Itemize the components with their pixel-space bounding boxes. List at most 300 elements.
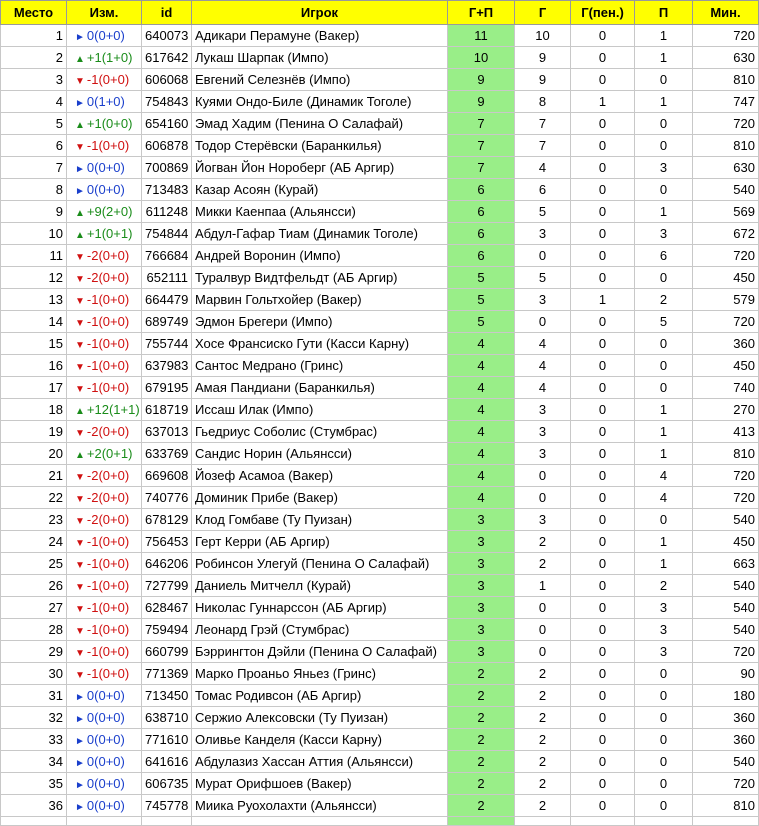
- goals-plus-assists-cell[interactable]: 9: [448, 91, 515, 113]
- place-cell[interactable]: 35: [1, 773, 67, 795]
- penalty-goals-cell[interactable]: 0: [571, 443, 635, 465]
- player-cell[interactable]: Мурат Орифшоев (Вакер): [192, 773, 448, 795]
- goals-plus-assists-cell[interactable]: 7: [448, 113, 515, 135]
- table-row[interactable]: [1, 531, 759, 553]
- assists-cell[interactable]: 3: [635, 619, 693, 641]
- player-cell[interactable]: Абдул-Гафар Тиам (Динамик Тоголе): [192, 223, 448, 245]
- id-cell[interactable]: 633769: [142, 443, 192, 465]
- change-cell[interactable]: [67, 355, 142, 377]
- table-row[interactable]: [1, 773, 759, 795]
- minutes-cell[interactable]: 540: [693, 509, 759, 531]
- place-cell[interactable]: 9: [1, 201, 67, 223]
- place-cell[interactable]: 19: [1, 421, 67, 443]
- minutes-cell[interactable]: 540: [693, 619, 759, 641]
- goals-cell[interactable]: 7: [515, 135, 571, 157]
- place-cell[interactable]: 3: [1, 69, 67, 91]
- goals-cell[interactable]: 2: [515, 553, 571, 575]
- penalty-goals-cell[interactable]: 0: [571, 509, 635, 531]
- penalty-goals-cell[interactable]: 1: [571, 91, 635, 113]
- place-cell[interactable]: 10: [1, 223, 67, 245]
- goals-plus-assists-cell[interactable]: 3: [448, 597, 515, 619]
- penalty-goals-cell[interactable]: 0: [571, 729, 635, 751]
- goals-cell[interactable]: 3: [515, 421, 571, 443]
- assists-cell[interactable]: 0: [635, 69, 693, 91]
- player-cell[interactable]: Леонард Грэй (Стумбрас): [192, 619, 448, 641]
- minutes-cell[interactable]: 720: [693, 245, 759, 267]
- penalty-goals-cell[interactable]: 0: [571, 751, 635, 773]
- id-cell[interactable]: 611248: [142, 201, 192, 223]
- goals-plus-assists-cell[interactable]: 7: [448, 157, 515, 179]
- change-cell[interactable]: [67, 223, 142, 245]
- change-cell[interactable]: [67, 289, 142, 311]
- change-cell[interactable]: [67, 465, 142, 487]
- assists-cell[interactable]: 1: [635, 399, 693, 421]
- assists-cell[interactable]: 0: [635, 179, 693, 201]
- id-cell[interactable]: 679195: [142, 377, 192, 399]
- penalty-goals-cell[interactable]: 0: [571, 597, 635, 619]
- assists-cell[interactable]: 0: [635, 773, 693, 795]
- player-cell[interactable]: Амая Пандиани (Баранкилья): [192, 377, 448, 399]
- header-player[interactable]: Игрок: [192, 1, 448, 25]
- table-row[interactable]: [1, 421, 759, 443]
- assists-cell[interactable]: 4: [635, 465, 693, 487]
- table-row[interactable]: [1, 707, 759, 729]
- goals-plus-assists-cell[interactable]: 4: [448, 399, 515, 421]
- goals-plus-assists-cell[interactable]: 3: [448, 641, 515, 663]
- table-row[interactable]: [1, 91, 759, 113]
- minutes-cell[interactable]: 810: [693, 443, 759, 465]
- place-cell[interactable]: 2: [1, 47, 67, 69]
- minutes-cell[interactable]: 180: [693, 685, 759, 707]
- goals-plus-assists-cell[interactable]: 2: [448, 663, 515, 685]
- penalty-goals-cell[interactable]: 0: [571, 355, 635, 377]
- player-cell[interactable]: Доминик Прибе (Вакер): [192, 487, 448, 509]
- id-cell[interactable]: 628467: [142, 597, 192, 619]
- goals-cell[interactable]: 4: [515, 377, 571, 399]
- assists-cell[interactable]: 1: [635, 421, 693, 443]
- goals-plus-assists-cell[interactable]: 3: [448, 553, 515, 575]
- table-row[interactable]: [1, 575, 759, 597]
- penalty-goals-cell[interactable]: 0: [571, 707, 635, 729]
- goals-plus-assists-cell[interactable]: 6: [448, 223, 515, 245]
- place-cell[interactable]: 34: [1, 751, 67, 773]
- header-id[interactable]: id: [142, 1, 192, 25]
- penalty-goals-cell[interactable]: 0: [571, 663, 635, 685]
- penalty-goals-cell[interactable]: 0: [571, 641, 635, 663]
- minutes-cell[interactable]: 720: [693, 773, 759, 795]
- assists-cell[interactable]: 6: [635, 245, 693, 267]
- table-row[interactable]: [1, 289, 759, 311]
- header-place[interactable]: Место: [1, 1, 67, 25]
- change-cell[interactable]: [67, 377, 142, 399]
- penalty-goals-cell[interactable]: 0: [571, 465, 635, 487]
- goals-plus-assists-cell[interactable]: 4: [448, 465, 515, 487]
- table-row[interactable]: [1, 113, 759, 135]
- penalty-goals-cell[interactable]: 0: [571, 553, 635, 575]
- change-cell[interactable]: [67, 113, 142, 135]
- table-row[interactable]: [1, 399, 759, 421]
- goals-cell[interactable]: 0: [515, 311, 571, 333]
- minutes-cell[interactable]: 672: [693, 223, 759, 245]
- penalty-goals-cell[interactable]: 0: [571, 267, 635, 289]
- minutes-cell[interactable]: 450: [693, 267, 759, 289]
- goals-cell[interactable]: 2: [515, 751, 571, 773]
- id-cell[interactable]: 652111: [142, 267, 192, 289]
- goals-cell[interactable]: 9: [515, 69, 571, 91]
- assists-cell[interactable]: 0: [635, 509, 693, 531]
- penalty-goals-cell[interactable]: 0: [571, 773, 635, 795]
- player-cell[interactable]: Казар Асоян (Курай): [192, 179, 448, 201]
- penalty-goals-cell[interactable]: 0: [571, 531, 635, 553]
- change-cell[interactable]: [67, 47, 142, 69]
- minutes-cell[interactable]: 740: [693, 377, 759, 399]
- id-cell[interactable]: 766684: [142, 245, 192, 267]
- minutes-cell[interactable]: 720: [693, 487, 759, 509]
- goals-cell[interactable]: 0: [515, 465, 571, 487]
- id-cell[interactable]: 771369: [142, 663, 192, 685]
- table-row[interactable]: [1, 311, 759, 333]
- place-cell[interactable]: 7: [1, 157, 67, 179]
- minutes-cell[interactable]: 540: [693, 575, 759, 597]
- assists-cell[interactable]: 4: [635, 487, 693, 509]
- goals-plus-assists-cell[interactable]: 6: [448, 245, 515, 267]
- player-cell[interactable]: Тодор Стерёвски (Баранкилья): [192, 135, 448, 157]
- change-cell[interactable]: [67, 751, 142, 773]
- goals-cell[interactable]: 2: [515, 707, 571, 729]
- change-cell[interactable]: [67, 795, 142, 817]
- place-cell[interactable]: 21: [1, 465, 67, 487]
- id-cell[interactable]: 638710: [142, 707, 192, 729]
- id-cell[interactable]: 637013: [142, 421, 192, 443]
- id-cell[interactable]: 617642: [142, 47, 192, 69]
- minutes-cell[interactable]: 540: [693, 751, 759, 773]
- table-row[interactable]: [1, 729, 759, 751]
- assists-cell[interactable]: 1: [635, 443, 693, 465]
- player-cell[interactable]: Эмад Хадим (Пенина О Салафай): [192, 113, 448, 135]
- change-cell[interactable]: [67, 773, 142, 795]
- change-cell[interactable]: [67, 25, 142, 47]
- penalty-goals-cell[interactable]: 0: [571, 69, 635, 91]
- place-cell[interactable]: 16: [1, 355, 67, 377]
- penalty-goals-cell[interactable]: 0: [571, 223, 635, 245]
- table-row[interactable]: [1, 663, 759, 685]
- id-cell[interactable]: 664479: [142, 289, 192, 311]
- change-cell[interactable]: [67, 707, 142, 729]
- player-cell[interactable]: Йогван Йон Нороберг (АБ Аргир): [192, 157, 448, 179]
- assists-cell[interactable]: 2: [635, 289, 693, 311]
- goals-plus-assists-cell[interactable]: 5: [448, 311, 515, 333]
- goals-cell[interactable]: 10: [515, 25, 571, 47]
- change-cell[interactable]: [67, 399, 142, 421]
- goals-plus-assists-cell[interactable]: 4: [448, 421, 515, 443]
- change-cell[interactable]: [67, 157, 142, 179]
- place-cell[interactable]: 8: [1, 179, 67, 201]
- penalty-goals-cell[interactable]: 0: [571, 421, 635, 443]
- change-cell[interactable]: [67, 311, 142, 333]
- change-cell[interactable]: [67, 421, 142, 443]
- id-cell[interactable]: 759494: [142, 619, 192, 641]
- change-cell[interactable]: [67, 619, 142, 641]
- table-row[interactable]: [1, 509, 759, 531]
- goals-plus-assists-cell[interactable]: 2: [448, 729, 515, 751]
- goals-cell[interactable]: 3: [515, 443, 571, 465]
- id-cell[interactable]: 618719: [142, 399, 192, 421]
- player-cell[interactable]: Андрей Воронин (Импо): [192, 245, 448, 267]
- minutes-cell[interactable]: 810: [693, 69, 759, 91]
- assists-cell[interactable]: 0: [635, 267, 693, 289]
- change-cell[interactable]: [67, 685, 142, 707]
- change-cell[interactable]: [67, 69, 142, 91]
- goals-plus-assists-cell[interactable]: 4: [448, 377, 515, 399]
- assists-cell[interactable]: 1: [635, 91, 693, 113]
- id-cell[interactable]: 660799: [142, 641, 192, 663]
- goals-cell[interactable]: 3: [515, 289, 571, 311]
- id-cell[interactable]: 641616: [142, 751, 192, 773]
- penalty-goals-cell[interactable]: 0: [571, 487, 635, 509]
- minutes-cell[interactable]: 720: [693, 311, 759, 333]
- place-cell[interactable]: 1: [1, 25, 67, 47]
- id-cell[interactable]: 689749: [142, 311, 192, 333]
- id-cell[interactable]: 755744: [142, 333, 192, 355]
- penalty-goals-cell[interactable]: 0: [571, 201, 635, 223]
- goals-cell[interactable]: 5: [515, 201, 571, 223]
- player-cell[interactable]: Эдмон Брегери (Импо): [192, 311, 448, 333]
- minutes-cell[interactable]: 450: [693, 355, 759, 377]
- goals-plus-assists-cell[interactable]: 4: [448, 443, 515, 465]
- id-cell[interactable]: 756453: [142, 531, 192, 553]
- goals-cell[interactable]: 0: [515, 597, 571, 619]
- goals-cell[interactable]: 3: [515, 399, 571, 421]
- player-cell[interactable]: Туралвур Видтфельдт (АБ Аргир): [192, 267, 448, 289]
- penalty-goals-cell[interactable]: 0: [571, 245, 635, 267]
- goals-cell[interactable]: 1: [515, 575, 571, 597]
- goals-cell[interactable]: 3: [515, 509, 571, 531]
- assists-cell[interactable]: 0: [635, 663, 693, 685]
- penalty-goals-cell[interactable]: 0: [571, 179, 635, 201]
- place-cell[interactable]: 33: [1, 729, 67, 751]
- goals-cell[interactable]: 0: [515, 619, 571, 641]
- player-cell[interactable]: Абдулазиз Хассан Аттия (Альянсси): [192, 751, 448, 773]
- place-cell[interactable]: 11: [1, 245, 67, 267]
- goals-plus-assists-cell[interactable]: 5: [448, 289, 515, 311]
- penalty-goals-cell[interactable]: 0: [571, 795, 635, 817]
- goals-cell[interactable]: 0: [515, 487, 571, 509]
- player-cell[interactable]: Клод Гомбаве (Ту Пуизан): [192, 509, 448, 531]
- table-row[interactable]: [1, 619, 759, 641]
- change-cell[interactable]: [67, 729, 142, 751]
- table-row[interactable]: [1, 245, 759, 267]
- place-cell[interactable]: 36: [1, 795, 67, 817]
- goals-plus-assists-cell[interactable]: 5: [448, 267, 515, 289]
- player-cell[interactable]: Лукаш Шарпак (Импо): [192, 47, 448, 69]
- player-cell[interactable]: Микки Каенпаа (Альянсси): [192, 201, 448, 223]
- change-cell[interactable]: [67, 135, 142, 157]
- goals-plus-assists-cell[interactable]: 3: [448, 531, 515, 553]
- player-cell[interactable]: Иссаш Илак (Импо): [192, 399, 448, 421]
- goals-plus-assists-cell[interactable]: 4: [448, 355, 515, 377]
- table-row[interactable]: [1, 641, 759, 663]
- player-cell[interactable]: Робинсон Улегуй (Пенина О Салафай): [192, 553, 448, 575]
- player-cell[interactable]: Герт Керри (АБ Аргир): [192, 531, 448, 553]
- id-cell[interactable]: 754843: [142, 91, 192, 113]
- header-penalty-goals[interactable]: Г(пен.): [571, 1, 635, 25]
- header-minutes[interactable]: Мин.: [693, 1, 759, 25]
- place-cell[interactable]: 17: [1, 377, 67, 399]
- goals-cell[interactable]: 0: [515, 641, 571, 663]
- player-cell[interactable]: Марко Проаньо Яньез (Гринс): [192, 663, 448, 685]
- minutes-cell[interactable]: 810: [693, 135, 759, 157]
- assists-cell[interactable]: 5: [635, 311, 693, 333]
- id-cell[interactable]: 646206: [142, 553, 192, 575]
- place-cell[interactable]: 26: [1, 575, 67, 597]
- change-cell[interactable]: [67, 245, 142, 267]
- goals-plus-assists-cell[interactable]: 3: [448, 509, 515, 531]
- goals-plus-assists-cell[interactable]: 10: [448, 47, 515, 69]
- goals-plus-assists-cell[interactable]: 3: [448, 575, 515, 597]
- goals-cell[interactable]: 8: [515, 91, 571, 113]
- table-row[interactable]: [1, 47, 759, 69]
- table-row[interactable]: [1, 685, 759, 707]
- id-cell[interactable]: 745778: [142, 795, 192, 817]
- id-cell[interactable]: 713483: [142, 179, 192, 201]
- penalty-goals-cell[interactable]: 0: [571, 113, 635, 135]
- player-cell[interactable]: Адикари Перамуне (Вакер): [192, 25, 448, 47]
- player-cell[interactable]: Оливье Канделя (Касси Карну): [192, 729, 448, 751]
- minutes-cell[interactable]: 90: [693, 663, 759, 685]
- id-cell[interactable]: 669608: [142, 465, 192, 487]
- minutes-cell[interactable]: 360: [693, 729, 759, 751]
- goals-plus-assists-cell[interactable]: 6: [448, 201, 515, 223]
- goals-cell[interactable]: 4: [515, 355, 571, 377]
- minutes-cell[interactable]: 720: [693, 641, 759, 663]
- table-row[interactable]: [1, 223, 759, 245]
- goals-cell[interactable]: 4: [515, 157, 571, 179]
- change-cell[interactable]: [67, 267, 142, 289]
- goals-cell[interactable]: 2: [515, 531, 571, 553]
- table-row[interactable]: [1, 465, 759, 487]
- place-cell[interactable]: 22: [1, 487, 67, 509]
- assists-cell[interactable]: 3: [635, 641, 693, 663]
- player-cell[interactable]: Сержио Алексовски (Ту Пуизан): [192, 707, 448, 729]
- goals-plus-assists-cell[interactable]: 11: [448, 25, 515, 47]
- id-cell[interactable]: 678129: [142, 509, 192, 531]
- change-cell[interactable]: [67, 641, 142, 663]
- assists-cell[interactable]: 0: [635, 751, 693, 773]
- id-cell[interactable]: 754844: [142, 223, 192, 245]
- penalty-goals-cell[interactable]: 0: [571, 399, 635, 421]
- goals-plus-assists-cell[interactable]: 4: [448, 487, 515, 509]
- change-cell[interactable]: [67, 553, 142, 575]
- assists-cell[interactable]: 3: [635, 597, 693, 619]
- goals-plus-assists-cell[interactable]: 2: [448, 773, 515, 795]
- table-row[interactable]: [1, 597, 759, 619]
- change-cell[interactable]: [67, 333, 142, 355]
- assists-cell[interactable]: 0: [635, 729, 693, 751]
- goals-plus-assists-cell[interactable]: 2: [448, 685, 515, 707]
- place-cell[interactable]: 23: [1, 509, 67, 531]
- penalty-goals-cell[interactable]: 0: [571, 25, 635, 47]
- player-cell[interactable]: Сантос Медрано (Гринс): [192, 355, 448, 377]
- minutes-cell[interactable]: 747: [693, 91, 759, 113]
- minutes-cell[interactable]: 569: [693, 201, 759, 223]
- goals-cell[interactable]: 2: [515, 729, 571, 751]
- assists-cell[interactable]: 1: [635, 47, 693, 69]
- goals-cell[interactable]: 7: [515, 113, 571, 135]
- goals-plus-assists-cell[interactable]: 2: [448, 795, 515, 817]
- minutes-cell[interactable]: 630: [693, 157, 759, 179]
- goals-cell[interactable]: 0: [515, 245, 571, 267]
- header-assists[interactable]: П: [635, 1, 693, 25]
- assists-cell[interactable]: 0: [635, 333, 693, 355]
- assists-cell[interactable]: 0: [635, 685, 693, 707]
- minutes-cell[interactable]: 663: [693, 553, 759, 575]
- player-cell[interactable]: Куями Ондо-Биле (Динамик Тоголе): [192, 91, 448, 113]
- table-row[interactable]: [1, 355, 759, 377]
- change-cell[interactable]: [67, 663, 142, 685]
- player-cell[interactable]: Даниель Митчелл (Курай): [192, 575, 448, 597]
- player-cell[interactable]: Евгений Селезнёв (Импо): [192, 69, 448, 91]
- place-cell[interactable]: 24: [1, 531, 67, 553]
- assists-cell[interactable]: 0: [635, 707, 693, 729]
- table-row[interactable]: [1, 487, 759, 509]
- goals-cell[interactable]: 2: [515, 795, 571, 817]
- goals-cell[interactable]: 5: [515, 267, 571, 289]
- goals-plus-assists-cell[interactable]: 9: [448, 69, 515, 91]
- minutes-cell[interactable]: 630: [693, 47, 759, 69]
- goals-plus-assists-cell[interactable]: 4: [448, 333, 515, 355]
- penalty-goals-cell[interactable]: 0: [571, 333, 635, 355]
- minutes-cell[interactable]: 540: [693, 179, 759, 201]
- assists-cell[interactable]: 2: [635, 575, 693, 597]
- change-cell[interactable]: [67, 201, 142, 223]
- place-cell[interactable]: 18: [1, 399, 67, 421]
- table-row[interactable]: [1, 443, 759, 465]
- table-row[interactable]: [1, 179, 759, 201]
- assists-cell[interactable]: 1: [635, 553, 693, 575]
- id-cell[interactable]: 637983: [142, 355, 192, 377]
- goals-cell[interactable]: 4: [515, 333, 571, 355]
- id-cell[interactable]: 640073: [142, 25, 192, 47]
- player-cell[interactable]: Сандис Норин (Альянсси): [192, 443, 448, 465]
- assists-cell[interactable]: 1: [635, 531, 693, 553]
- assists-cell[interactable]: 1: [635, 25, 693, 47]
- goals-plus-assists-cell[interactable]: 3: [448, 619, 515, 641]
- minutes-cell[interactable]: 540: [693, 597, 759, 619]
- penalty-goals-cell[interactable]: 0: [571, 311, 635, 333]
- player-cell[interactable]: Томас Родивсон (АБ Аргир): [192, 685, 448, 707]
- place-cell[interactable]: 20: [1, 443, 67, 465]
- place-cell[interactable]: 25: [1, 553, 67, 575]
- minutes-cell[interactable]: 720: [693, 465, 759, 487]
- assists-cell[interactable]: 3: [635, 157, 693, 179]
- player-cell[interactable]: Миика Руохолахти (Альянсси): [192, 795, 448, 817]
- change-cell[interactable]: [67, 487, 142, 509]
- minutes-cell[interactable]: 720: [693, 113, 759, 135]
- header-change[interactable]: Изм.: [67, 1, 142, 25]
- goals-plus-assists-cell[interactable]: 6: [448, 179, 515, 201]
- id-cell[interactable]: 771610: [142, 729, 192, 751]
- id-cell[interactable]: 700869: [142, 157, 192, 179]
- player-cell[interactable]: Гьедриус Соболис (Стумбрас): [192, 421, 448, 443]
- goals-cell[interactable]: 6: [515, 179, 571, 201]
- minutes-cell[interactable]: 450: [693, 531, 759, 553]
- header-goals-plus-assists[interactable]: Г+П: [448, 1, 515, 25]
- minutes-cell[interactable]: 270: [693, 399, 759, 421]
- assists-cell[interactable]: 1: [635, 201, 693, 223]
- table-row[interactable]: [1, 135, 759, 157]
- goals-cell[interactable]: 2: [515, 663, 571, 685]
- assists-cell[interactable]: 0: [635, 795, 693, 817]
